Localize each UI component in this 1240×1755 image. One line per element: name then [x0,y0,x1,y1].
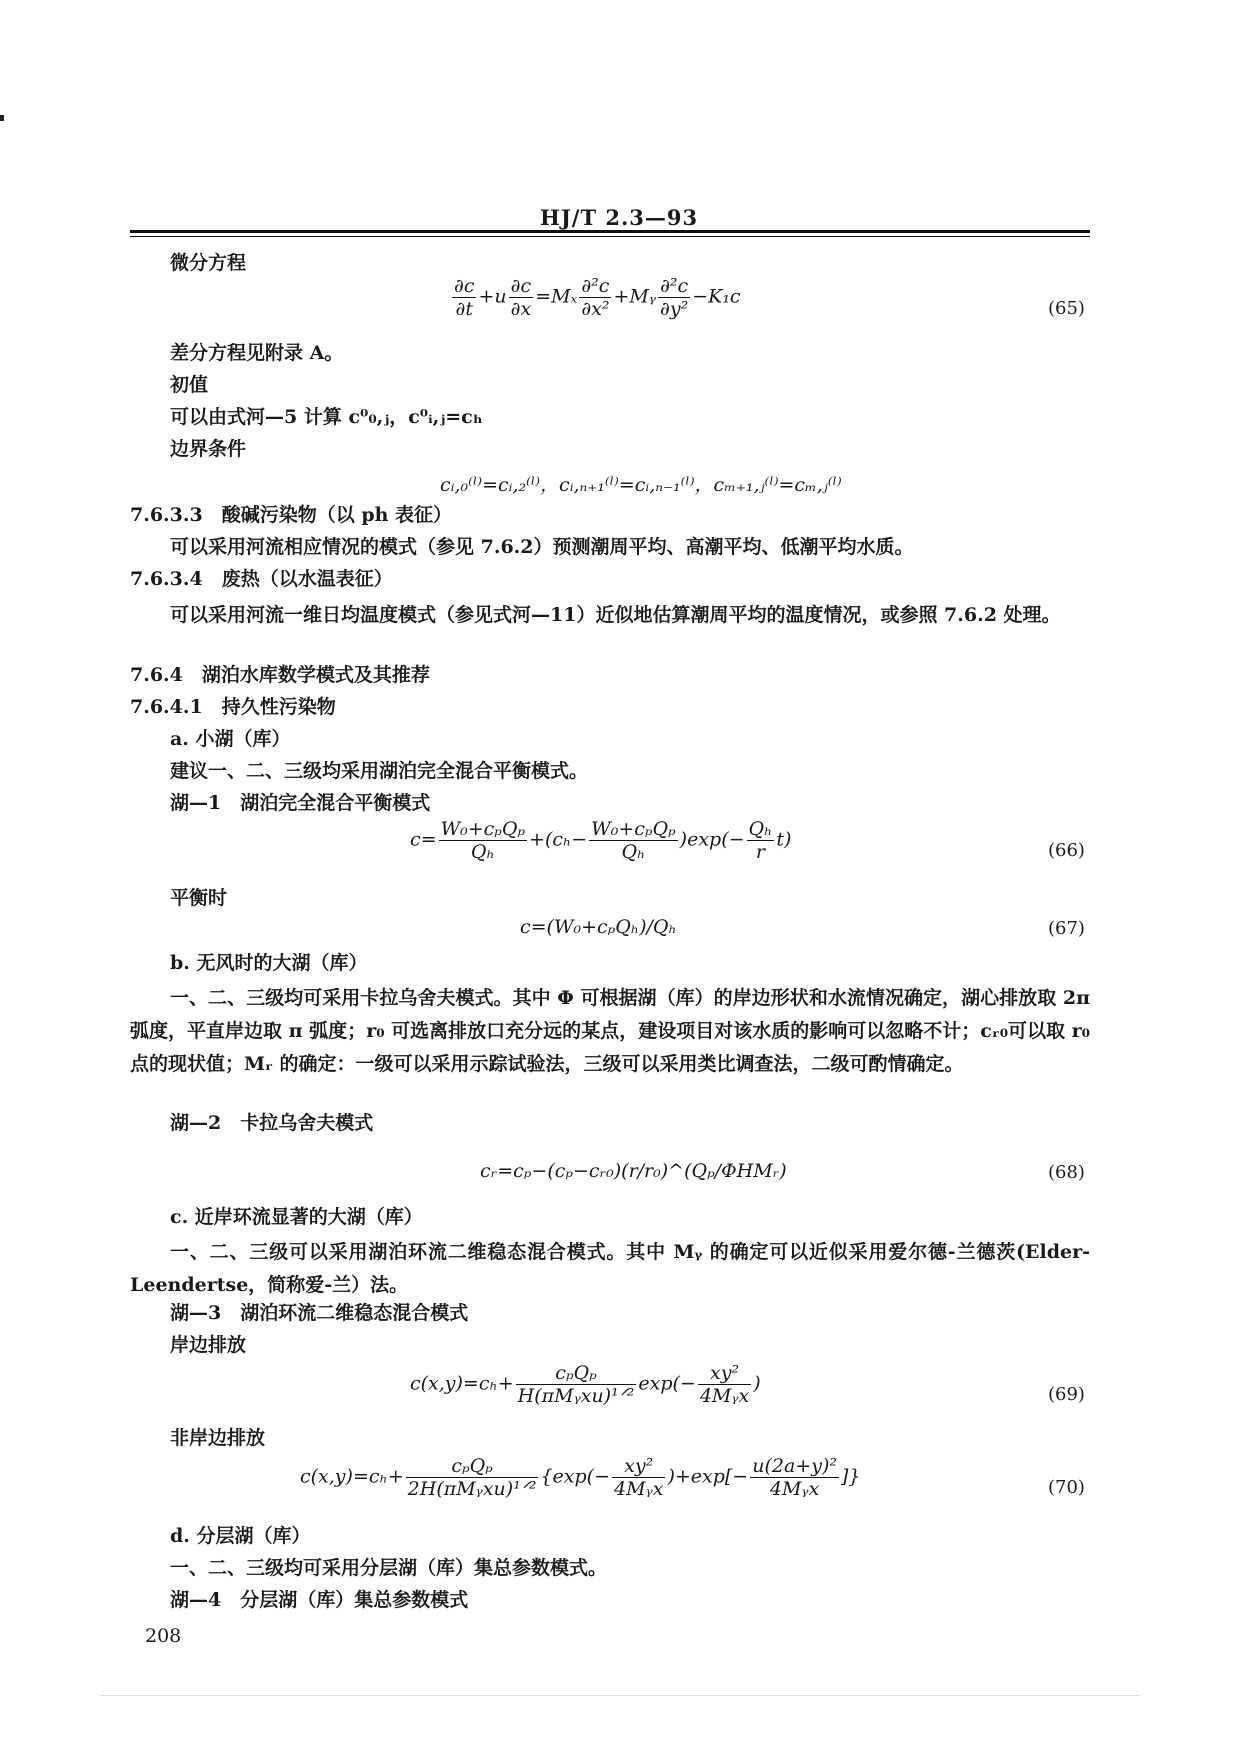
paragraph: 一、二、三级可以采用湖泊环流二维稳态混合模式。其中 Mᵧ 的确定可以近似采用爱尔德-兰德茨(Elder-Leendertse，简称爱-兰）法。 [130,1241,1090,1296]
equation-number: (69) [1048,1384,1085,1405]
equation-68: cᵣ=cₚ−(cₚ−cᵣ₀)(r/r₀)^(Qₚ/ΦHMᵣ) [480,1160,787,1182]
section-heading: 7.6.3.3 酸碱污染物（以 ph 表征） [130,504,453,526]
doc-header-code: HJ/T 2.3—93 [540,205,699,230]
equation-number: (67) [1048,918,1085,939]
text-line: c. 近岸环流显著的大湖（库） [170,1206,423,1228]
text-line: a. 小湖（库） [170,728,291,750]
equation-number: (66) [1048,840,1085,861]
text-line: 一、二、三级均可采用分层湖（库）集总参数模式。 [170,1557,608,1579]
text-line: 边界条件 [170,438,247,460]
model-title: 湖—1 湖泊完全混合平衡模式 [170,792,431,814]
equation-65: $\frac{\partial c}{\partial t}$ +u $\frac{\partial c}{\partial x}$ =Mₓ $\frac{\text{∂²c}}{\text{∂x²}}$ +Mᵧ $\frac{\text{∂²c}}{\text{∂y²}}$ −K₁c [454,275,741,320]
equation-69: c(x,y)=cₕ+ $\frac{\text{cₚQₚ}}{\text{H(πMᵧxu)¹ᐟ²}}$ exp(− $\frac{\text{xy²}}{\text{4Mᵧx}}$ ) [410,1362,761,1407]
text-line: 可以由式河—5 计算 c⁰₀,ⱼ，c⁰ᵢ,ⱼ=cₕ [170,406,483,428]
scan-mark [0,115,4,121]
text-line: 可以采用河流相应情况的模式（参见 7.6.2）预测潮周平均、高潮平均、低潮平均水质。 [170,536,914,558]
text-line: 岸边排放 [170,1334,247,1356]
section-heading: 7.6.4 湖泊水库数学模式及其推荐 [130,664,430,686]
text-line: 建议一、二、三级均采用湖泊完全混合平衡模式。 [170,760,589,782]
header-rule [130,230,1090,233]
equation-number: (70) [1048,1477,1085,1498]
text-line: 差分方程见附录 A。 [170,342,344,364]
text-line: b. 无风时的大湖（库） [170,952,368,974]
equation-70: c(x,y)=cₕ+ $\frac{\text{cₚQₚ}}{\text{2H(πMᵧxu)¹ᐟ²}}$ {exp(− $\frac{\text{xy²}}{\text{4Mᵧx}}$ )+exp[− $\frac{\text{u(2a+y)²}}{\text{4Mᵧx}}$ ]} [300,1455,861,1500]
text-line: 平衡时 [170,887,228,909]
model-title: 湖—4 分层湖（库）集总参数模式 [170,1589,469,1611]
bottom-divider [100,1695,1140,1696]
text-line: 微分方程 [170,252,247,274]
model-title: 湖—2 卡拉乌舍夫模式 [170,1112,374,1134]
equation-number: (68) [1048,1162,1085,1183]
text-line: 非岸边排放 [170,1427,266,1449]
page-number: 208 [145,1625,182,1647]
model-title: 湖—3 湖泊环流二维稳态混合模式 [170,1302,469,1324]
header-rule-thin [130,236,1090,237]
paragraph: 一、二、三级均可采用卡拉乌舍夫模式。其中 Φ 可根据湖（库）的岸边形状和水流情况确定，湖心排放取 2π 弧度，平直岸边取 π 弧度；r₀ 可选离排放口充分远的某点，建设项目对该水质的影响可以忽略不计；cᵣ₀可以取 r₀ 点的现状值；Mᵣ 的确定：一级可以采用示踪试验法，三级可以采用类比调查法，二级可酌情确定。 [130,987,1090,1075]
text-line: 初值 [170,374,209,396]
section-heading: 7.6.4.1 持久性污染物 [130,696,336,718]
section-heading: 7.6.3.4 废热（以水温表征） [130,568,393,590]
paragraph: 可以采用河流一维日均温度模式（参见式河—11）近似地估算潮周平均的温度情况，或参照 7.6.2 处理。 [170,604,1061,626]
text-line: d. 分层湖（库） [170,1525,311,1547]
equation-number: (65) [1048,298,1085,319]
equation-boundary: cᵢ,₀⁽ˡ⁾=cᵢ,₂⁽ˡ⁾，cᵢ,ₙ₊₁⁽ˡ⁾=cᵢ,ₙ₋₁⁽ˡ⁾，cₘ₊₁,ⱼ⁽ˡ⁾=cₘ,ⱼ⁽ˡ⁾ [440,474,842,496]
equation-67: c=(W₀+cₚQₕ)/Qₕ [520,916,677,938]
equation-66: c= $\frac{\text{W₀+cₚQₚ}}{\text{Qₕ}}$ +(cₕ− $\frac{\text{W₀+cₚQₚ}}{\text{Qₕ}}$ )exp(− $\frac{\text{Qₕ}}{r}$ t) [410,818,792,863]
